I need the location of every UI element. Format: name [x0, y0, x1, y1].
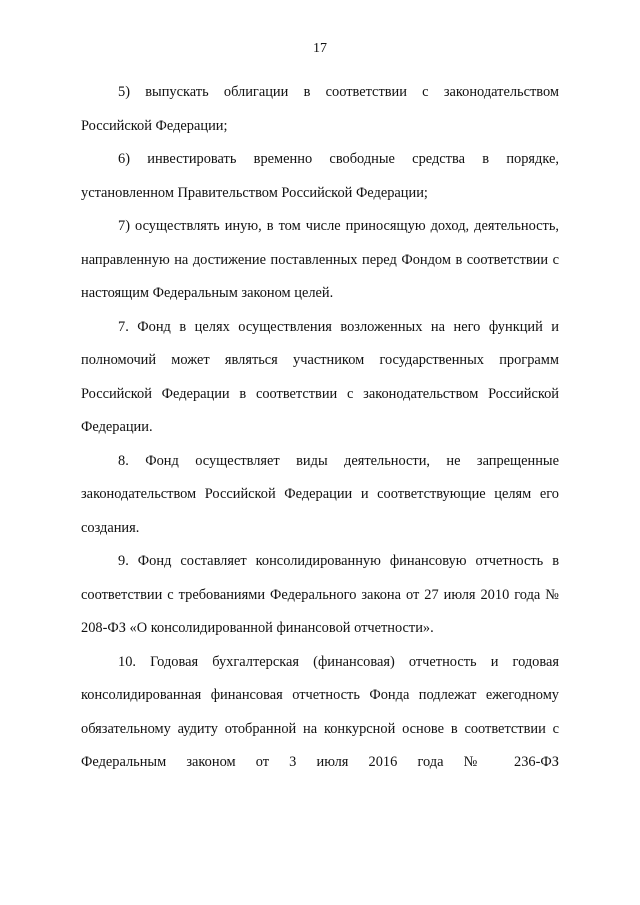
document-body — [81, 76, 559, 780]
paragraph-clause-8: 8. Фонд осуществляет виды деятельности, не запрещенные законодательством Российской Федерации и соответствующие целям его создания. — [81, 452, 559, 536]
paragraph-item-5: 5) выпускать облигации в соответствии с законодательством Российской Федерации; — [81, 84, 559, 134]
paragraph-item-6: 6) инвестировать временно свободные средства в порядке, установленном Правительством Российской Федерации; — [81, 151, 559, 201]
page-number: 17 — [313, 41, 327, 56]
paragraph-clause-10: 10. Годовая бухгалтерская (финансовая) отчетность и годовая консолидированная финансовая отчетность Фонда подлежат ежегодному обязательному аудиту отобранной на конкурсной основе в соответствии с Федеральным законом от 3 июля 2016 года № 236-ФЗ — [81, 653, 559, 770]
paragraph-clause-9: 9. Фонд составляет консолидированную финансовую отчетность в соответствии с требованиями Федерального закона от 27 июля 2010 года № 208-ФЗ «О консолидированной финансовой отчетности». — [81, 553, 559, 636]
paragraph-clause-7: 7. Фонд в целях осуществления возложенных на него функций и полномочий может являться участником государственных программ Российской Федерации в соответствии с законодательством Российской Федерации. — [81, 318, 559, 435]
paragraph-item-7: 7) осуществлять иную, в том числе приносящую доход, деятельность, направленную на достижение поставленных перед Фондом в соответствии с настоящим Федеральным законом целей. — [81, 218, 559, 301]
